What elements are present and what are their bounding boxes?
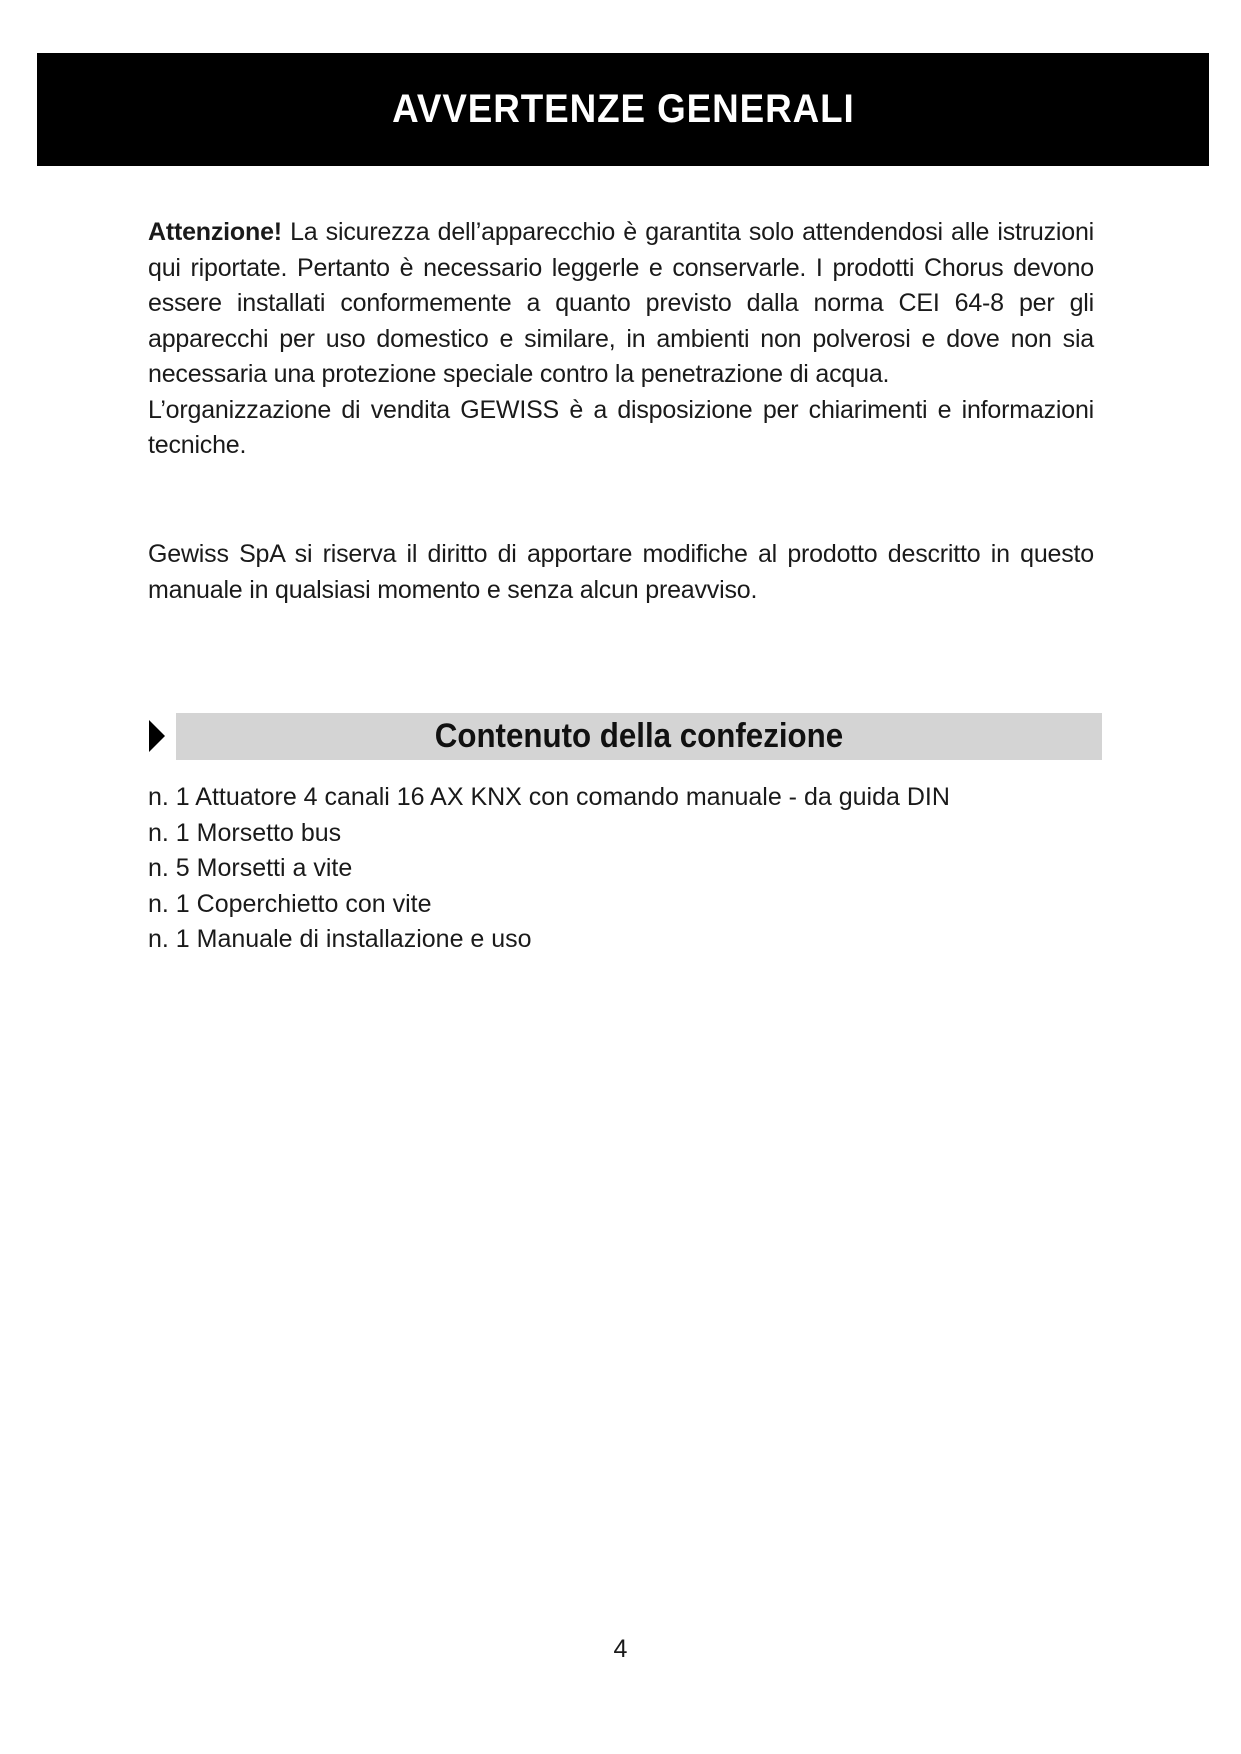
info-text: L’organizzazione di vendita GEWISS è a disposizione per chiarimenti e informazioni tecniche. <box>148 395 1094 459</box>
warning-lead: Attenzione! <box>148 218 282 246</box>
list-item: n. 5 Morsetti a vite <box>148 854 353 882</box>
list-item: n. 1 Coperchietto con vite <box>148 889 432 918</box>
triangle-right-icon <box>149 720 165 752</box>
section-title: Contenuto della confezione <box>434 717 844 755</box>
page-title: AVVERTENZE GENERALI <box>391 87 855 131</box>
disclaimer-paragraph: Gewiss SpA si riserva il diritto di apportare modifiche al prodotto descritto in questo manuale in qualsiasi momento e senza alcun preavviso. <box>148 540 1094 604</box>
page-number: 4 <box>613 1635 628 1663</box>
section-header <box>176 713 1102 760</box>
list-item: n. 1 Morsetto bus <box>148 818 342 847</box>
warning-paragraph <box>148 215 1094 464</box>
list-item: n. 1 Attuatore 4 canali 16 AX KNX con comando manuale - da guida DIN <box>148 783 950 811</box>
package-contents-list <box>148 780 950 958</box>
header-bar <box>37 53 1209 166</box>
list-item: n. 1 Manuale di installazione e uso <box>148 925 532 953</box>
warning-text: La sicurezza dell’apparecchio è garantita solo attendendosi alle istruzioni qui riportate. Pertanto è necessario leggerle e conservarle. I prodotti Chorus devono essere installati conformemente a quanto previsto dalla norma CEI 64-8 per gli apparecchi per uso domestico e similare, in ambienti non polverosi e dove non sia necessaria una protezione speciale contro la penetrazione di acqua. <box>148 218 1095 388</box>
